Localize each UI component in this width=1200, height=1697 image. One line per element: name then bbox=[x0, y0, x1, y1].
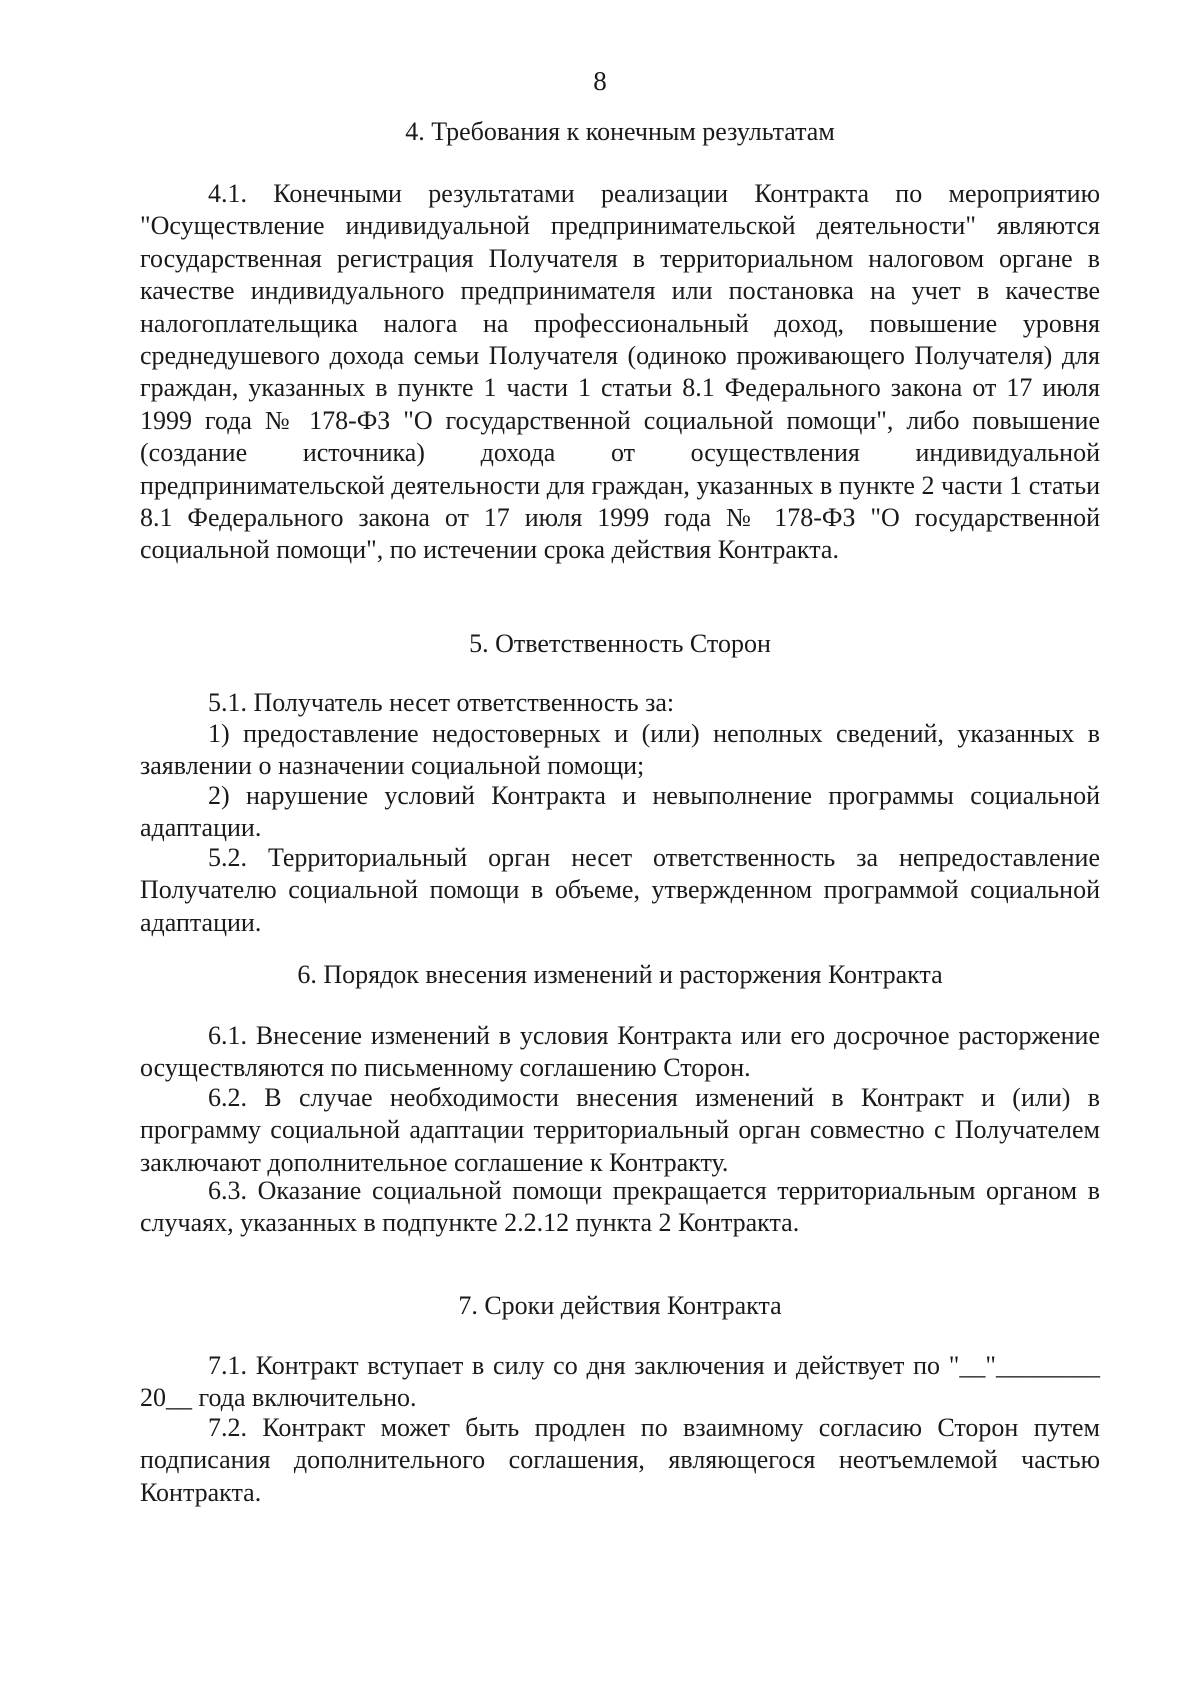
paragraph-6-2: 6.2. В случае необходимости внесения изменений в Контракт и (или) в программу социальной адаптации территориальный орган совместно с Получателем заключают дополнительное соглашение к Контракту. bbox=[140, 1083, 1100, 1177]
paragraph-7-1: 7.1. Контракт вступает в силу со дня заключения и действует по "__"________ 20__ года включительно. bbox=[140, 1351, 1100, 1413]
section-heading-6: 6. Порядок внесения изменений и расторжения Контракта bbox=[297, 960, 943, 989]
paragraph-5-1: 5.1. Получатель несет ответственность за: bbox=[208, 688, 675, 717]
paragraph-5-1-item-2: 2) нарушение условий Контракта и невыполнение программы социальной адаптации. bbox=[140, 781, 1100, 843]
paragraph-6-3: 6.3. Оказание социальной помощи прекращается территориальным органом в случаях, указанных в подпункте 2.2.12 пункта 2 Контракта. bbox=[140, 1176, 1100, 1238]
section-heading-7: 7. Сроки действия Контракта bbox=[458, 1291, 782, 1320]
paragraph-4-1: 4.1. Конечными результатами реализации Контракта по мероприятию "Осуществление индивидуальной предпринимательской деятельности" являются государственная регистрация Получателя в территориальном налоговом органе в качестве индивидуального предпринимателя или постановка на учет в качестве налогоплательщика налога на профессиональный доход, повышение уровня среднедушевого дохода семьи Получателя (одиноко проживающего Получателя) для граждан, указанных в пункте 1 части 1 статьи 8.1 Федерального закона от 17 июля 1999 года № 178-ФЗ "О государственной социальной помощи", либо повышение (создание источника) дохода от осуществления индивидуальной предпринимательской деятельности для граждан, указанных в пункте 2 части 1 статьи 8.1 Федерального закона от 17 июля 1999 года № 178-ФЗ "О государственной социальной помощи", по истечении срока действия Контракта. bbox=[140, 179, 1100, 565]
section-heading-4: 4. Требования к конечным результатам bbox=[405, 117, 835, 146]
paragraph-6-1: 6.1. Внесение изменений в условия Контракта или его досрочное расторжение осуществляются по письменному соглашению Сторон. bbox=[140, 1021, 1100, 1083]
paragraph-5-1-item-1: 1) предоставление недостоверных и (или) неполных сведений, указанных в заявлении о назначении социальной помощи; bbox=[140, 719, 1100, 781]
paragraph-7-2: 7.2. Контракт может быть продлен по взаимному согласию Сторон путем подписания дополнительного соглашения, являющегося неотъемлемой частью Контракта. bbox=[140, 1413, 1100, 1507]
page-number: 8 bbox=[593, 66, 607, 96]
paragraph-5-2: 5.2. Территориальный орган несет ответственность за непредоставление Получателю социальной помощи в объеме, утвержденном программой социальной адаптации. bbox=[140, 843, 1100, 937]
section-heading-5: 5. Ответственность Сторон bbox=[469, 629, 771, 658]
